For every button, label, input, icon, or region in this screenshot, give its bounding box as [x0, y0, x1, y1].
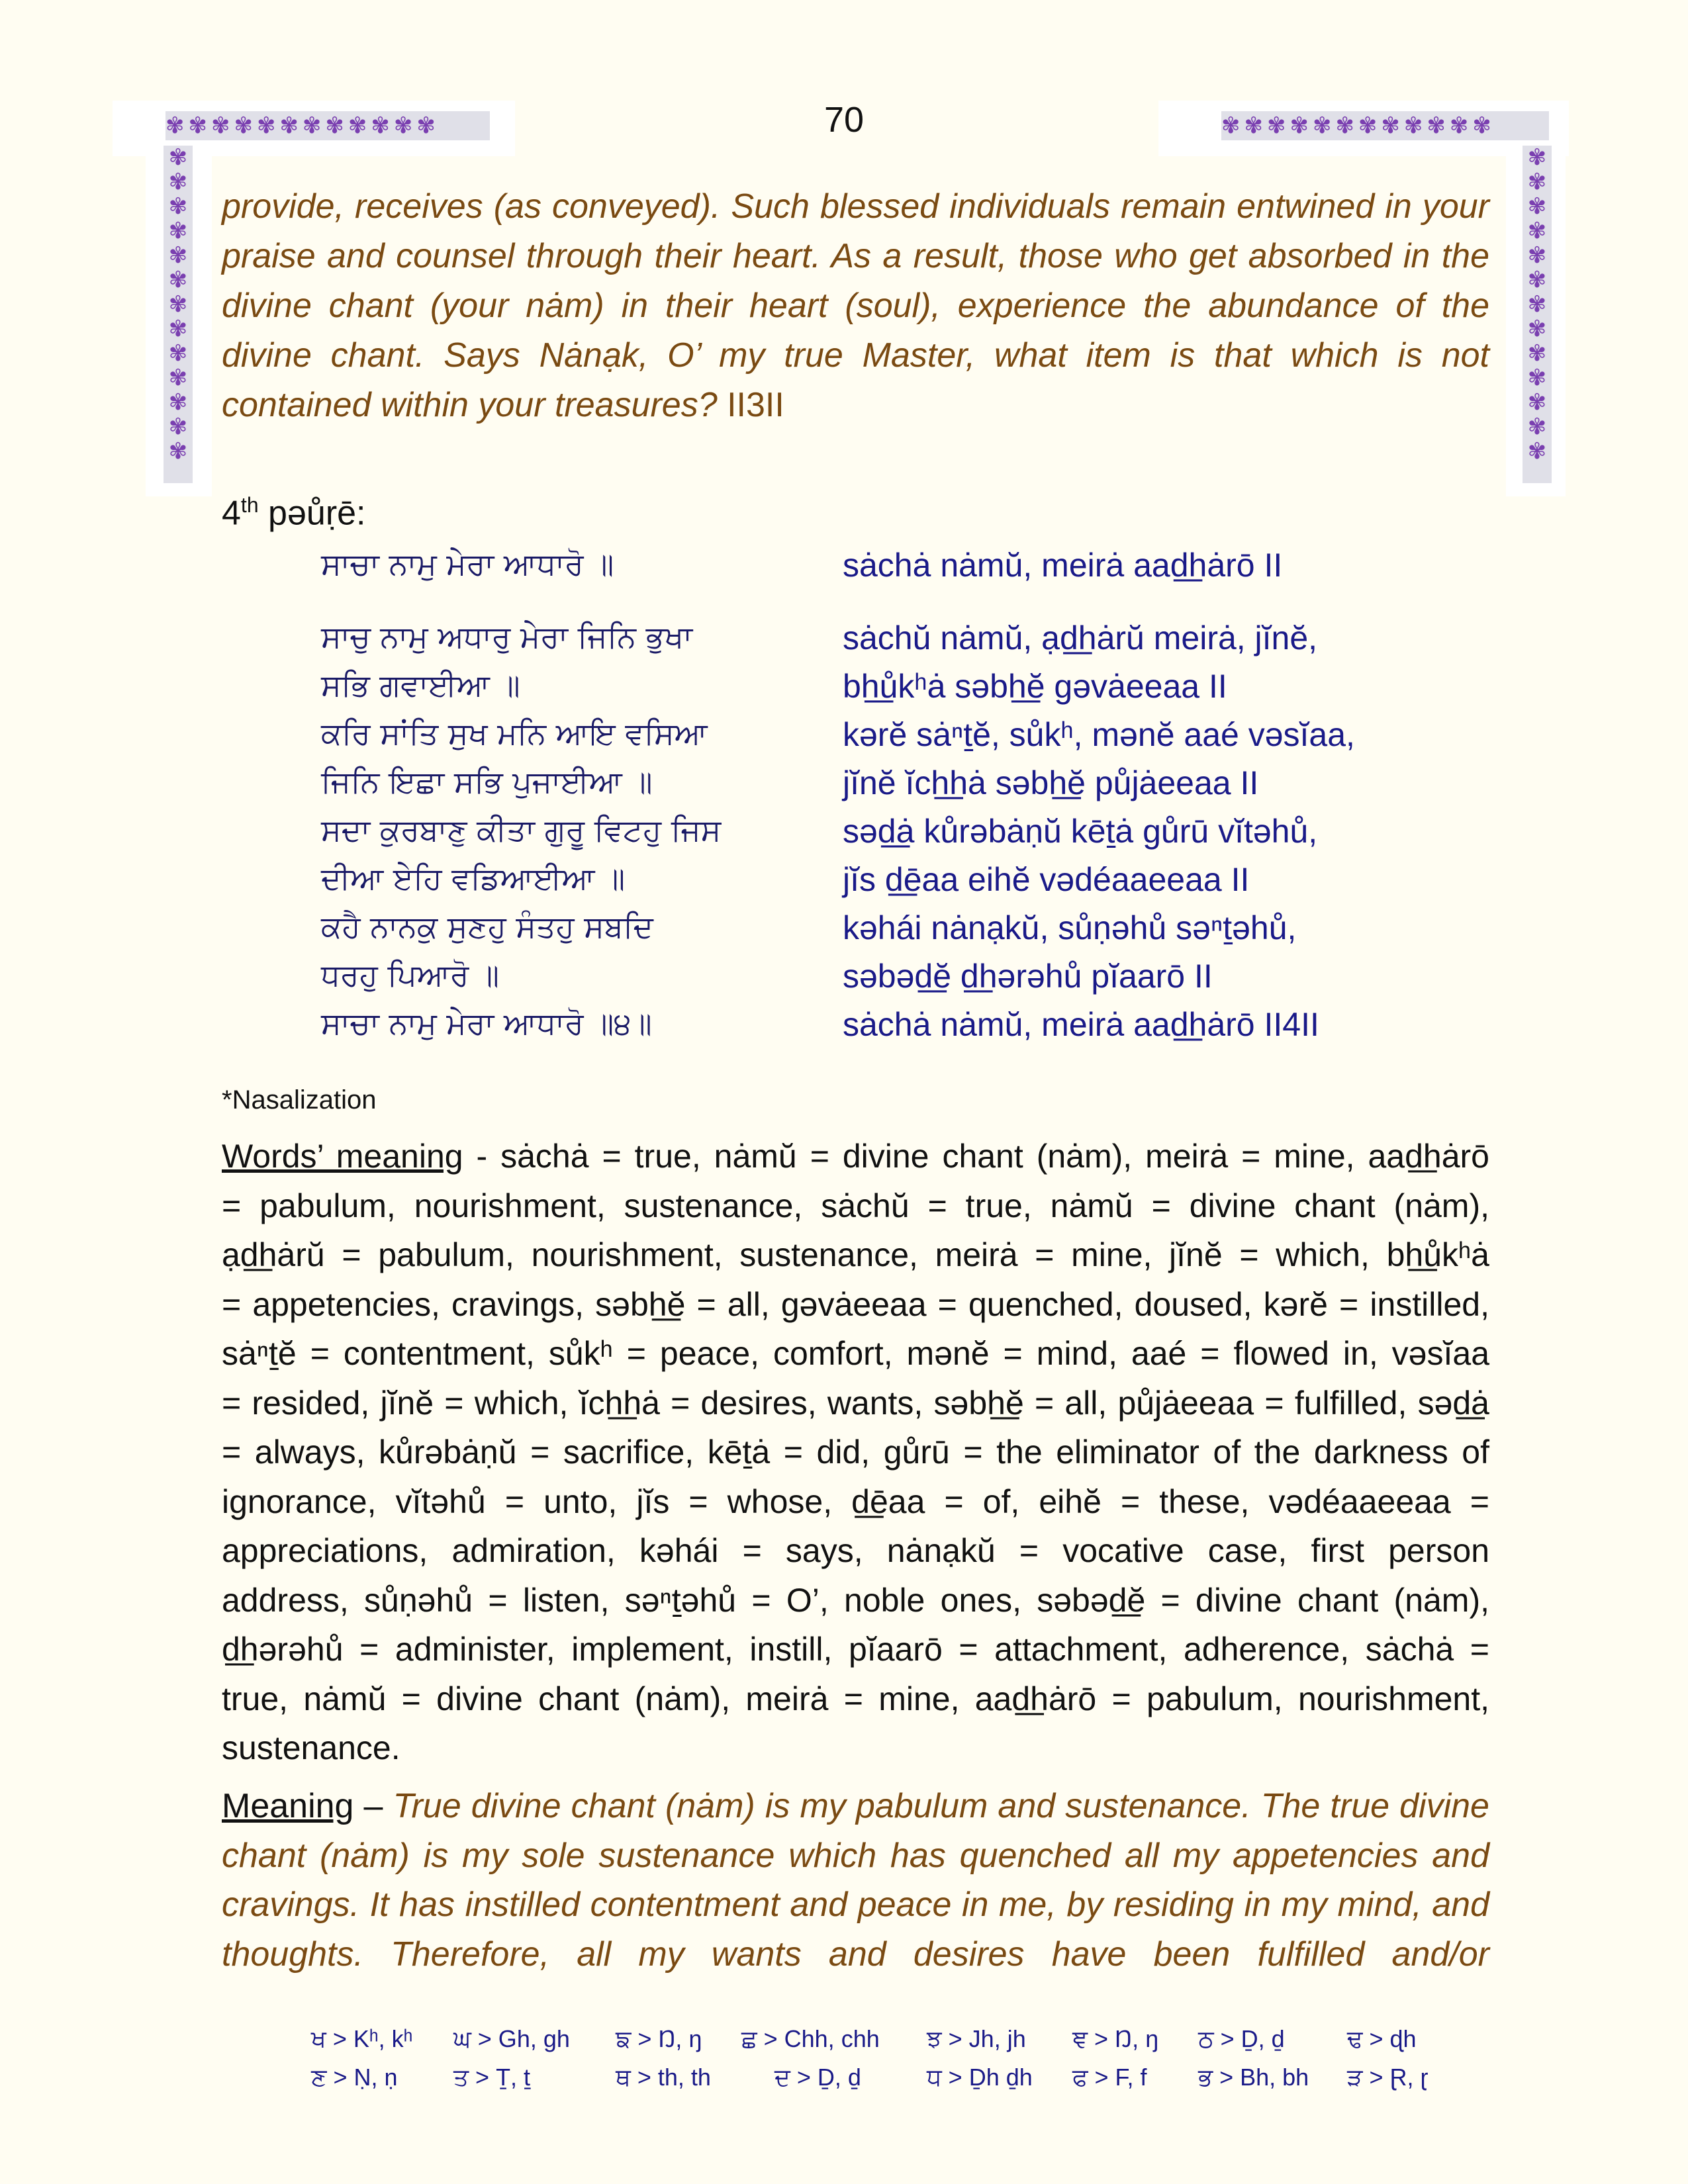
- transliteration-line: səbəd͟ĕ d͟hərəhů pĭaarō II: [843, 958, 1213, 995]
- verse-block: [0, 546, 1688, 1056]
- right-flower-column: [1523, 146, 1552, 483]
- flower-icon: ✾: [168, 243, 188, 268]
- gurmukhi-line: ਧਰਹੁ ਪਿਆਰੋ ॥: [321, 957, 500, 993]
- meaning-section: [222, 1782, 1489, 1979]
- text-line: = appetencies, cravings, səbh͟ĕ = all, gəvȧeeaa = quenched, doused, kərĕ = instilled,: [222, 1285, 1489, 1323]
- text-line: praise and counsel through their heart. As a result, those who get absorbed in the: [222, 237, 1489, 275]
- verse-row: [0, 1005, 1688, 1054]
- pauri-heading: [222, 493, 366, 533]
- text-line-content: - sȧchȧ = true, nȧmŭ = divine chant (nȧm), meirȧ = mine, aad͟hȧrō: [463, 1138, 1489, 1175]
- transliteration-line: kərĕ sȧⁿṯĕ, sůkʰ, mənĕ aaé vəsĭaa,: [843, 716, 1355, 753]
- text-line: sȧⁿṯĕ = contentment, sůkʰ = peace, comfort, mənĕ = mind, aaé = flowed in, vəsĭaa: [222, 1335, 1489, 1372]
- flower-icon: ✾: [168, 390, 188, 415]
- words-meaning-label: Words’ meaning: [222, 1138, 463, 1175]
- flower-icon: ✾: [168, 341, 188, 366]
- text-line: = always, kůrəbȧṇŭ = sacrifice, kēṯȧ = did, gůrū = the eliminator of the darkness of: [222, 1433, 1489, 1471]
- flower-icon: ✾: [1527, 243, 1547, 268]
- transliteration-line: sȧchȧ nȧmŭ, meirȧ aad͟hȧrō II4II: [843, 1006, 1319, 1043]
- key-cell: ਣ > Ṇ, ṇ: [311, 2064, 398, 2091]
- flower-icon: ✾: [1527, 390, 1547, 415]
- key-cell: ਝ > Jh, jh: [927, 2025, 1026, 2052]
- transliteration-line: kəhái nȧnạkŭ, sůṇəhů səⁿṯəhů,: [843, 909, 1297, 946]
- flower-icon: ✾: [168, 439, 188, 464]
- transliteration-line: jĭnĕ ĭch͟hȧ səbh͟ĕ půjȧeeaa II: [843, 764, 1259, 801]
- top-right-flower-strip: ✾✾✾✾✾✾✾✾✾✾✾✾: [1221, 111, 1549, 140]
- transliteration-line: səd͟ȧ kůrəbȧṇŭ kēṯȧ gůrū vĭtəhů,: [843, 813, 1318, 850]
- gurmukhi-line: ਸਾਚੁ ਨਾਮੁ ਅਧਾਰੁ ਮੇਰਾ ਜਿਨਿ ਭੁਖਾ: [321, 619, 693, 655]
- flower-icon: ✾: [1527, 194, 1547, 219]
- text-line: ignorance, vĭtəhů = unto, jĭs = whose, d͟ēaa = of, eihĕ = these, vədéaaeeaa =: [222, 1482, 1489, 1520]
- verse-row: [0, 667, 1688, 715]
- text-line: [222, 1132, 1489, 1181]
- flower-icon: ✾: [1527, 341, 1547, 366]
- text-line: divine chant. Says Nȧnạk, O’ my true Master, what item is that which is not: [222, 336, 1489, 375]
- verse-row: [0, 909, 1688, 957]
- text-line: appreciations, admiration, kəhái = says, nȧnạkŭ = vocative case, first person: [222, 1532, 1489, 1569]
- text-line: cravings. It has instilled contentment and peace in me, by residing in my mind, and: [222, 1886, 1489, 1924]
- flower-icon: ✾: [168, 145, 188, 170]
- transliteration-line: bh͟ůkʰȧ səbh͟ĕ gəvȧeeaa II: [843, 668, 1227, 705]
- page-number: 70: [823, 100, 865, 140]
- key-cell: ਘ > Gh, gh: [453, 2025, 570, 2052]
- flower-icon: ✾: [168, 267, 188, 293]
- key-cell: ਛ > Chh, chh: [741, 2025, 880, 2052]
- text-line: ạd͟hȧrŭ = pabulum, nourishment, sustenance, meirȧ = mine, jĭnĕ = which, bh͟ůkʰȧ: [222, 1236, 1489, 1273]
- text-line: thoughts. Therefore, all my wants and desires have been fulfilled and/or: [222, 1934, 1489, 1974]
- flower-icon: ✾: [1527, 145, 1547, 170]
- flower-icon: ✾: [168, 194, 188, 219]
- text-line: sustenance.: [222, 1729, 400, 1766]
- flower-icon: ✾: [1527, 169, 1547, 195]
- verse-row: [0, 957, 1688, 1005]
- verse-row: [0, 715, 1688, 764]
- gurmukhi-line: ਸਾਚਾ ਨਾਮੁ ਮੇਰਾ ਆਧਾਰੋ ॥: [321, 546, 614, 582]
- flower-icon: ✾: [168, 292, 188, 317]
- flower-icon: ✾: [168, 218, 188, 244]
- gurmukhi-line: ਸਦਾ ਕੁਰਬਾਣੁ ਕੀਤਾ ਗੁਰੂ ਵਿਟਹੁ ਜਿਸ: [321, 812, 722, 848]
- verse-end-marker: II3II: [727, 386, 784, 424]
- text-line: true, nȧmŭ = divine chant (nȧm), meirȧ = mine, aad͟hȧrō = pabulum, nourishment,: [222, 1680, 1489, 1717]
- gurmukhi-line: ਜਿਨਿ ਇਛਾ ਸਭਿ ਪੁਜਾਈਆ ॥: [321, 764, 653, 799]
- flower-icon: ✾: [1527, 316, 1547, 341]
- key-cell: ਫ > F, f: [1072, 2064, 1147, 2091]
- key-cell: ਖ > Kʰ, kʰ: [311, 2025, 413, 2052]
- gurmukhi-line: ਦੀਆ ਏਹਿ ਵਡਿਆਈਆ ॥: [321, 860, 626, 896]
- previous-meaning-paragraph: [222, 182, 1489, 430]
- nasalization-note: *Nasalization: [222, 1085, 377, 1115]
- transliteration-line: sȧchȧ nȧmŭ, meirȧ aad͟hȧrō II: [843, 547, 1283, 584]
- meaning-label: Meaning: [222, 1787, 354, 1825]
- key-cell: ਤ > Ṯ, ṯ: [453, 2064, 531, 2091]
- flower-icon: ✾: [168, 414, 188, 439]
- transliteration-line: sȧchŭ nȧmŭ, ạd͟hȧrŭ meirȧ, jĭnĕ,: [843, 619, 1318, 657]
- top-left-flower-strip: ✾✾✾✾✾✾✾✾✾✾✾✾: [165, 111, 490, 140]
- text-line: address, sůṇəhů = listen, səⁿṯəhů = O’, noble ones, səbəd͟ĕ = divine chant (nȧm),: [222, 1581, 1489, 1619]
- left-flower-column: [164, 146, 193, 483]
- gurmukhi-line: ਕਰਿ ਸਾਂਤਿ ਸੁਖ ਮਨਿ ਆਇ ਵਸਿਆ: [321, 715, 708, 751]
- pauri-word: pəůṛē:: [258, 494, 366, 533]
- text-line-content: contained within your treasures?: [222, 386, 718, 424]
- pauri-ordinal-suffix: th: [240, 493, 259, 517]
- key-cell: ਭ > Bh, bh: [1198, 2064, 1309, 2091]
- flower-icon: ✾: [1527, 414, 1547, 439]
- meaning-dash: –: [353, 1787, 393, 1825]
- verse-row: [0, 812, 1688, 860]
- text-line: d͟hərəhů = administer, implement, instill, pĭaarō = attachment, adherence, sȧchȧ =: [222, 1631, 1489, 1668]
- key-cell: ੜ > Ɽ, ɽ: [1347, 2064, 1429, 2091]
- verse-row: [0, 546, 1688, 594]
- flower-icon: ✾: [1527, 365, 1547, 390]
- gurmukhi-line: ਸਭਿ ਗਵਾਈਆ ॥: [321, 667, 520, 703]
- text-line: = pabulum, nourishment, sustenance, sȧchŭ = true, nȧmŭ = divine chant (nȧm),: [222, 1187, 1489, 1224]
- text-line: = resided, jĭnĕ = which, ĭch͟hȧ = desires, wants, səbh͟ĕ = all, půjȧeeaa = fulfilled, səd͟ȧ: [222, 1384, 1489, 1422]
- key-cell: ਧ > Ḏh ḏh: [927, 2064, 1033, 2091]
- key-cell: ਢ > ɖh: [1347, 2025, 1417, 2052]
- verse-row: [0, 860, 1688, 909]
- text-line: [222, 1782, 1489, 1831]
- text-line: chant (nȧm) is my sole sustenance which has quenched all my appetencies and: [222, 1836, 1489, 1875]
- text-line-content: True divine chant (nȧm) is my pabulum and sustenance. The true divine: [393, 1787, 1489, 1825]
- text-line: provide, receives (as conveyed). Such blessed individuals remain entwined in your: [222, 187, 1489, 226]
- transliteration-line: jĭs d͟ēaa eihĕ vədéaaeeaa II: [843, 861, 1250, 898]
- pauri-number: 4: [222, 494, 241, 533]
- flower-icon: ✾: [168, 365, 188, 390]
- flower-icon: ✾: [1527, 292, 1547, 317]
- flower-icon: ✾: [1527, 218, 1547, 244]
- key-cell: ਙ > Ŋ, ŋ: [616, 2025, 702, 2052]
- words-meaning-section: [222, 1132, 1489, 1773]
- flower-icon: ✾: [168, 169, 188, 195]
- flower-icon: ✾: [1527, 439, 1547, 464]
- key-cell: ਦ > Ḏ, ḏ: [774, 2064, 861, 2091]
- verse-row: [0, 764, 1688, 812]
- key-cell: ਞ > Ŋ, ŋ: [1072, 2025, 1159, 2052]
- text-line: divine chant (your nȧm) in their heart (soul), experience the abundance of the: [222, 287, 1489, 325]
- verse-row: [0, 619, 1688, 667]
- flower-icon: ✾: [168, 316, 188, 341]
- gurmukhi-line: ਕਹੈ ਨਾਨਕੁ ਸੁਣਹੁ ਸੰਤਹੁ ਸਬਦਿ: [321, 909, 653, 944]
- text-line: [222, 381, 1489, 430]
- key-cell: ਠ > Ḏ, ḏ: [1198, 2025, 1285, 2052]
- key-cell: ਥ > th, th: [616, 2064, 711, 2091]
- gurmukhi-line: ਸਾਚਾ ਨਾਮੁ ਮੇਰਾ ਆਧਾਰੋ ॥੪॥: [321, 1005, 652, 1041]
- flower-icon: ✾: [1527, 267, 1547, 293]
